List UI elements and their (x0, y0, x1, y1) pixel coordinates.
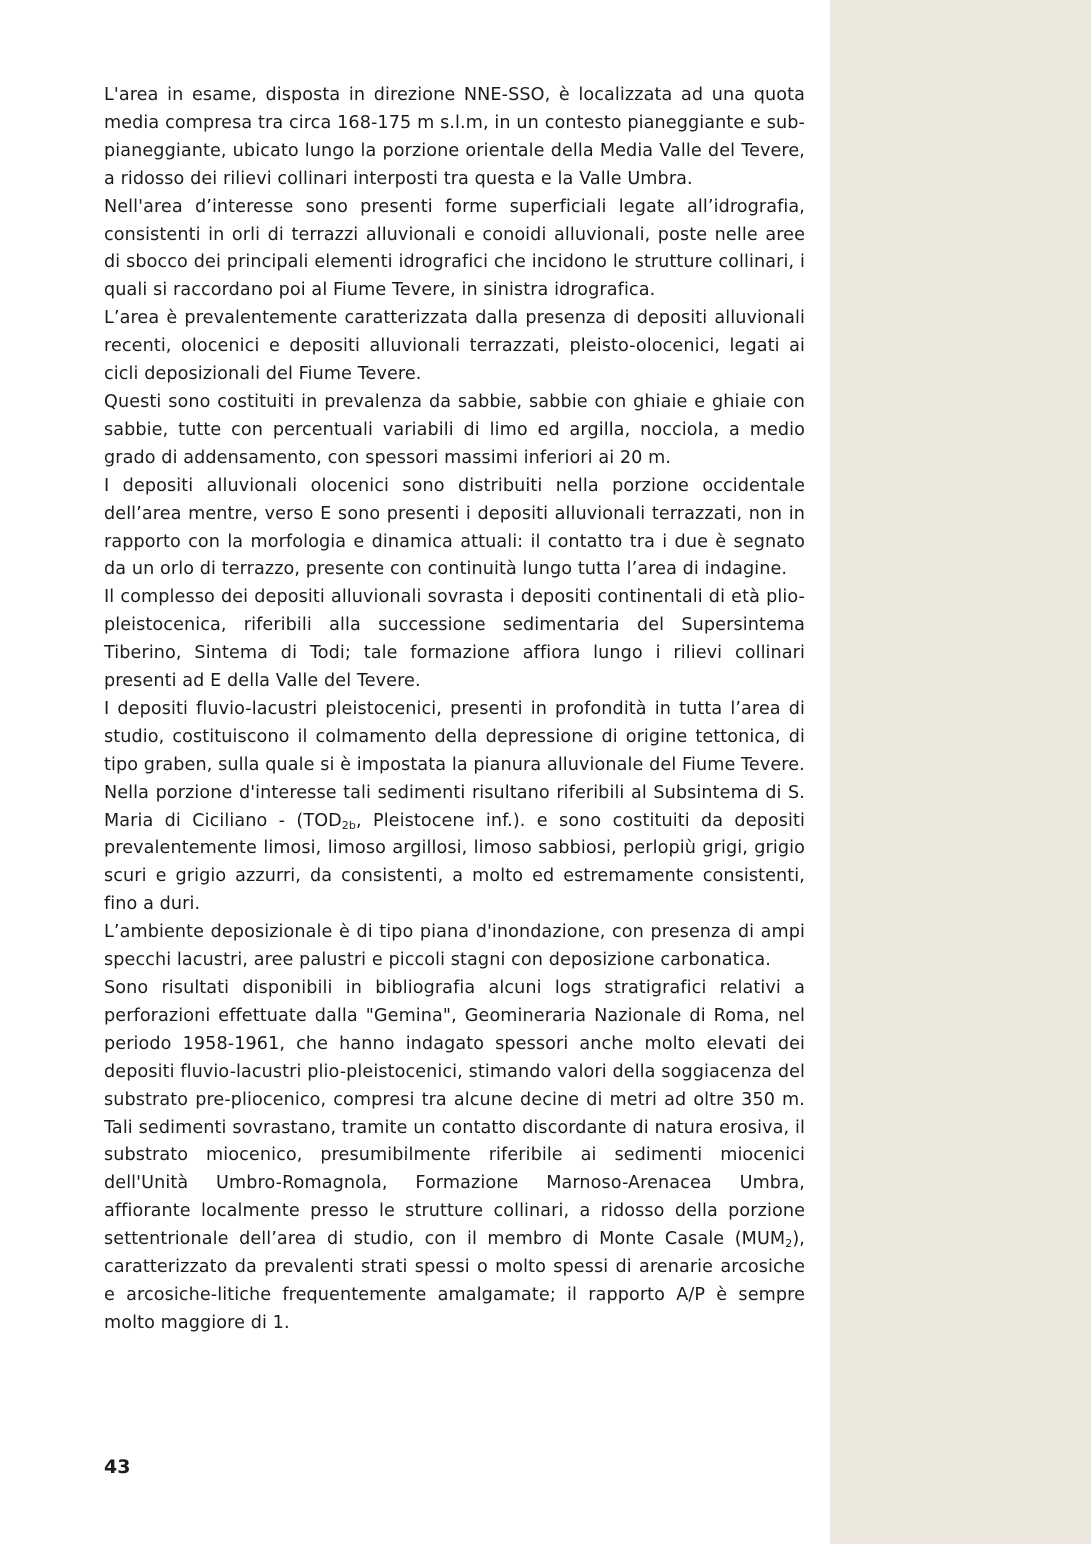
paragraph: L'area in esame, disposta in direzione NNE-SSO, è localizzata ad una quota media compresa tra circa 168-175 m s.l.m, in un contesto pianeggiante e sub-pianeggiante, ubicato lungo la porzione orientale della Media Valle del Tevere, a ridosso dei rilievi collinari interposti tra questa e la Valle Umbra. (104, 85, 805, 189)
paragraph-tod (104, 780, 805, 920)
tod-subscript: 2b (341, 818, 356, 832)
paragraph: Questi sono costituiti in prevalenza da sabbie, sabbie con ghiaie e ghiaie con sabbie, tutte con percentuali variabili di limo ed argilla, nocciola, a medio grado di addensamento, con spessori massimi inferiori ai 20 m. (104, 391, 805, 468)
paragraph: L’area è prevalentemente caratterizzata dalla presenza di depositi alluvionali recenti, olocenici e depositi alluvionali terrazzati, pleisto-olocenici, legati ai cicli deposizionali del Fiume Tevere. (104, 308, 805, 385)
page-number: 43 (104, 1456, 131, 1478)
side-margin-band (830, 0, 1091, 1544)
body-text (104, 82, 805, 1338)
paragraph: I depositi fluvio-lacustri pleistocenici, presenti in profondità in tutta l’area di studio, costituiscono il colmamento della depressione di origine tettonica, di tipo graben, sulla quale si è impostata la pianura alluvionale del Fiume Tevere. (104, 698, 805, 775)
paragraph: I depositi alluvionali olocenici sono distribuiti nella porzione occidentale dell’area mentre, verso E sono presenti i depositi alluvionali terrazzati, non in rapporto con la morfologia e dinamica attuali: il contatto tra i due è segnato da un orlo di terrazzo, presente con continuità lungo tutta l’area di indagine. (104, 475, 805, 580)
paragraph-tod-text-after: , Pleistocene inf.). e sono costituiti da depositi prevalentemente limosi, limoso argillosi, limoso sabbiosi, perlopiù grigi, grigio scuri e grigio azzurri, da consistenti, a molto ed estremamente consistenti, fino a duri. (104, 810, 805, 915)
mum-subscript: 2 (785, 1237, 793, 1251)
paragraph-mum-text-before: Sono risultati disponibili in bibliografia alcuni logs stratigrafici relativi a perforazioni effettuate dalla "Gemina", Geomineraria Nazionale di Roma, nel periodo 1958-1961, che hanno indagato spessori anche molto elevati dei depositi fluvio-lacustri plio-pleistocenici, stimando valori della soggiacenza del substrato pre-pliocenico, compresi tra alcune decine di metri ad oltre 350 m. Tali sedimenti sovrastano, tramite un contatto discordante di natura erosiva, il substrato miocenico, presumibilmente riferibile ai sedimenti miocenici dell'Unità Umbro-Romagnola, Formazione Marnoso-Arenacea Umbra, affiorante localmente presso le strutture collinari, a ridosso della porzione settentrionale dell’area di studio, con il membro di Monte Casale (MUM (104, 978, 805, 1250)
paragraph: Nell'area d’interesse sono presenti forme superficiali legate all’idrografia, consistenti in orli di terrazzi alluvionali e conoidi alluvionali, poste nelle aree di sbocco dei principali elementi idrografici che incidono le strutture collinari, i quali si raccordano poi al Fiume Tevere, in sinistra idrografica. (104, 196, 805, 301)
paragraph-mum (104, 975, 805, 1338)
paragraph: Il complesso dei depositi alluvionali sovrasta i depositi continentali di età plio-pleistocenica, riferibili alla successione sedimentaria del Supersintema Tiberino, Sintema di Todi; tale formazione affiora lungo i rilievi collinari presenti ad E della Valle del Tevere. (104, 587, 805, 692)
paragraph-ambiente: L’ambiente deposizionale è di tipo piana d'inondazione, con presenza di ampi specchi lacustri, aree palustri e piccoli stagni con deposizione carbonatica. (104, 922, 805, 971)
paragraph-mum-text-after: ), caratterizzato da prevalenti strati spessi o molto spessi di arenarie arcosiche e arcosiche-litiche frequentemente amalgamate; il rapporto A/P è sempre molto maggiore di 1. (104, 1229, 805, 1333)
paragraph-tod-text-before: Nella porzione d'interesse tali sedimenti risultano riferibili al Subsintema di S. Maria di Ciciliano - (TOD (104, 782, 805, 831)
